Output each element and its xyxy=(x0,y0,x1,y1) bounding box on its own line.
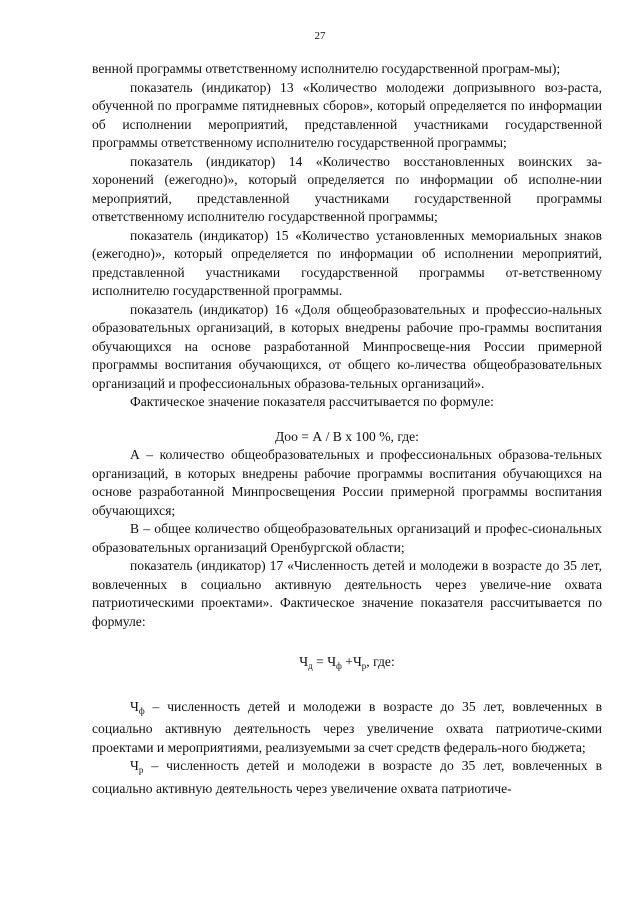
paragraph: показатель (индикатор) 16 «Доля общеобразовательных и профессио-нальных образовательных организаций, в которых внедрены рабочие про-граммы воспитания обучающихся на основе разработанной Минпросвеще-ния России примерной программы воспитания обучающихся, от общего ко-личества общеобразовательных организаций и профессиональных образова-тельных организаций». xyxy=(92,301,602,391)
def-text: – численность детей и молодежи в возрасте до 35 лет, вовлеченных в социально активную деятельность через увеличение охвата патриотиче- xyxy=(92,758,602,796)
paragraph: Фактическое значение показателя рассчитывается по формуле: xyxy=(130,394,494,409)
definition-chf xyxy=(92,698,602,758)
formula-term-1-sub: ф xyxy=(336,661,342,671)
paragraph: венной программы ответственному исполнителю государственной програм-мы); xyxy=(92,61,561,76)
def-symbol: Ч xyxy=(130,758,139,773)
def-text: – численность детей и молодежи в возрасте до 35 лет, вовлеченных в социально активную деятельность через увеличение охвата патриотиче-скими проектами и мероприятиями, реализуемыми за счет средств федераль-ного бюджета; xyxy=(92,698,602,755)
def-symbol-sub: ф xyxy=(138,705,145,716)
document-body xyxy=(92,60,602,798)
formula-doo: Доо = А / В х 100 %, где: xyxy=(275,428,419,444)
def-symbol: Ч xyxy=(130,698,139,714)
definition-chr xyxy=(92,757,602,798)
paragraph: показатель (индикатор) 14 «Количество восстановленных воинских за-хоронений (ежегодно)», который определяется по информации об исполне-нии мероприятий, представленной участниками государственной программы ответственному исполнителю государственной программы; xyxy=(92,153,602,224)
formula-lhs: Ч xyxy=(299,654,309,669)
page-number: 27 xyxy=(314,30,326,42)
paragraph: показатель (индикатор) 17 «Численность детей и молодежи в возрасте до 35 лет, вовлеченных в социально активную деятельность через увеличе-ние охвата патриотическими проектами». Фактическое значение показателя рассчитывается по формуле: xyxy=(92,558,602,629)
formula-lhs-sub: д xyxy=(308,661,313,671)
paragraph: показатель (индикатор) 13 «Количество молодежи допризывного воз-раста, обученной по программе пятидневных сборов», который определяется по информации об исполнении мероприятий, представленной участниками государственной программы ответственному исполнителю государственной программы; xyxy=(92,79,602,150)
formula-term-1: Ч xyxy=(327,654,337,669)
paragraph: В – общее количество общеобразовательных организаций и профес-сиональных образовательных организаций Оренбургской области; xyxy=(92,521,602,555)
formula-term-2: Ч xyxy=(352,654,362,669)
formula-eq: = xyxy=(312,654,328,669)
formula-tail: , где: xyxy=(366,654,395,669)
formula-chd xyxy=(92,653,602,676)
def-symbol-sub: р xyxy=(138,765,144,775)
paragraph: А – количество общеобразовательных и профессиональных образова-тельных организаций, в которых внедрены рабочие программы воспитания обучающихся на основе разработанной Минпросвещения России примерной программы воспитания обучающихся; xyxy=(92,447,602,518)
formula-plus: + xyxy=(341,654,353,669)
paragraph: показатель (индикатор) 15 «Количество установленных мемориальных знаков (ежегодно)», который определяется по информации об исполнении мероприятий, представленной участниками государственной программы от-ветственному исполнителю государственной программы. xyxy=(92,227,602,298)
formula-term-2-sub: р xyxy=(361,661,367,671)
